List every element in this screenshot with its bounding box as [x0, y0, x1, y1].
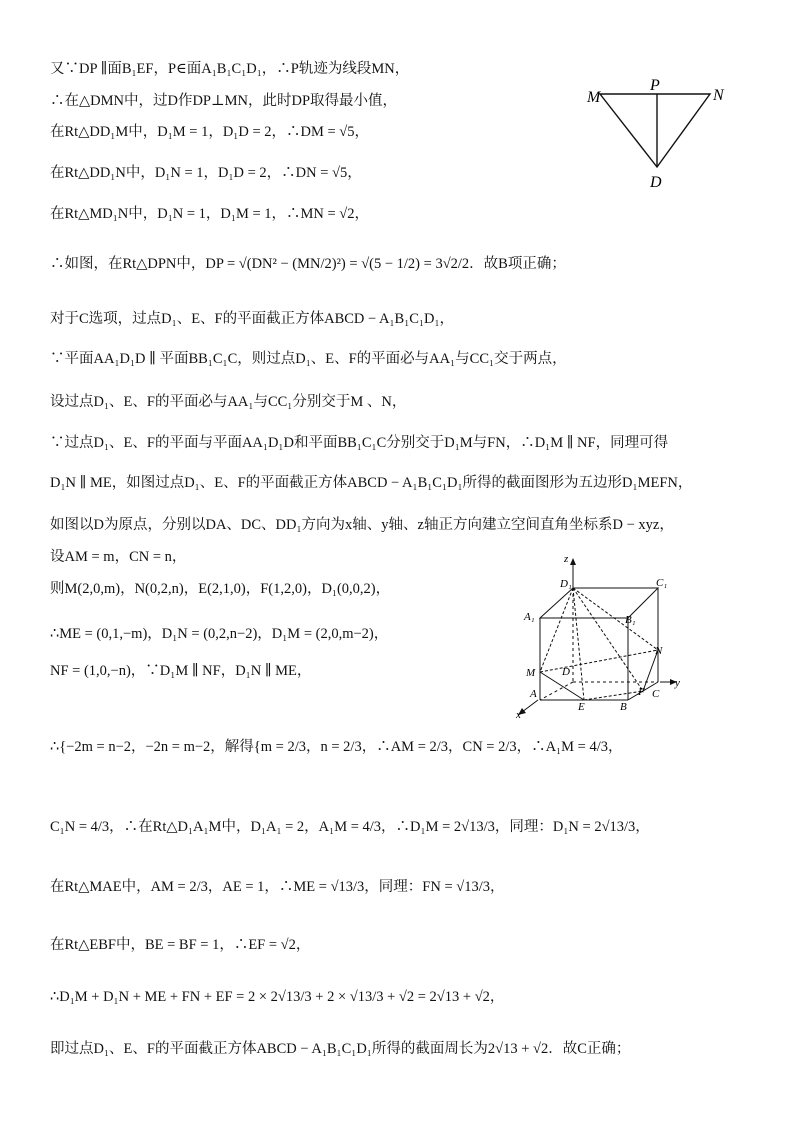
label-B1: B₁ — [625, 614, 636, 626]
label-C1: C₁ — [656, 577, 668, 589]
label-N: N — [655, 645, 663, 657]
text-line: 在Rt△MD₁N中，D₁N = 1，D₁M = 1，∴MN = √2， — [50, 206, 370, 222]
text-line: C₁N = 4/3，∴在Rt△D₁A₁M中，D₁A₁ = 2，A₁M = 4/3，∴D₁M = 2√13/3，同理：D₁N = 2√13/3， — [50, 819, 650, 835]
text-line: D₁N ∥ ME，如图过点D₁、E、F的平面截正方体ABCD − A₁B₁C₁D₁所得的截面图形为五边形D₁MEFN， — [50, 475, 693, 491]
text-line: 在Rt△EBF中，BE = BF = 1，∴EF = √2， — [50, 937, 311, 953]
text-line: 即过点D₁、E、F的平面截正方体ABCD − A₁B₁C₁D₁所得的截面周长为2√13 + √2．故C正确； — [50, 1041, 631, 1057]
label-y: y — [675, 677, 680, 689]
text-line: ∵平面AA₁D₁D ∥ 平面BB₁C₁C，则过点D₁、E、F的平面必与AA₁与CC₁交于两点， — [50, 351, 567, 367]
text-line: 对于C选项，过点D₁、E、F的平面截正方体ABCD − A₁B₁C₁D₁， — [50, 311, 455, 327]
label-F: F — [638, 686, 645, 698]
text-line: 设过点D₁、E、F的平面必与AA₁与CC₁分别交于M 、N， — [50, 394, 407, 410]
text-line: ∴ME = (0,1,−m)，D₁N = (0,2,n−2)，D₁M = (2,0,m−2)， — [50, 626, 389, 642]
label-N: N — [713, 87, 724, 104]
text-line: 在Rt△DD₁N中，D₁N = 1，D₁D = 2，∴DN = √5， — [50, 165, 362, 181]
cube-figure — [510, 550, 690, 720]
text-line: ∴D₁M + D₁N + ME + FN + EF = 2 × 2√13/3 + 2 × √13/3 + √2 = 2√13 + √2， — [50, 989, 505, 1005]
label-A1: A₁ — [524, 611, 535, 623]
text-line: ∴{−2m = n−2，−2n = m−2，解得{m = 2/3，n = 2/3，∴AM = 2/3，CN = 2/3，∴A₁M = 4/3， — [50, 739, 623, 755]
triangle-figure — [575, 72, 735, 197]
text-line: ∴在△DMN中，过D作DP⊥MN，此时DP取得最小值， — [50, 93, 398, 109]
label-M: M — [587, 89, 601, 106]
text-line: 设AM = m，CN = n， — [50, 549, 187, 565]
label-z: z — [564, 553, 569, 565]
label-E: E — [578, 701, 585, 713]
label-P: P — [650, 77, 660, 94]
text-line: 又∵DP ∥面B₁EF，P∈面A₁B₁C₁D₁，∴P轨迹为线段MN， — [50, 61, 410, 77]
label-D: D — [650, 174, 662, 191]
label-D: D — [562, 666, 570, 678]
text-line: 在Rt△DD₁M中，D₁M = 1，D₁D = 2，∴DM = √5， — [50, 124, 370, 140]
text-line: ∴如图，在Rt△DPN中，DP = √(DN² − (MN/2)²) = √(5 − 1/2) = 3√2/2．故B项正确； — [50, 256, 566, 272]
label-x: x — [516, 709, 521, 720]
text-line: NF = (1,0,−n)，∵D₁M ∥ NF，D₁N ∥ ME， — [50, 663, 312, 679]
text-line: 则M(2,0,m)，N(0,2,n)，E(2,1,0)，F(1,2,0)，D₁(0,0,2)， — [50, 581, 391, 597]
text-line: 如图以D为原点，分别以DA、DC、DD₁方向为x轴、y轴、z轴正方向建立空间直角坐标系D − xyz， — [50, 517, 674, 533]
label-D1: D₁ — [560, 578, 572, 590]
label-M: M — [526, 667, 536, 679]
label-B: B — [620, 701, 627, 713]
text-line: 在Rt△MAE中，AM = 2/3，AE = 1，∴ME = √13/3，同理：FN = √13/3， — [50, 879, 505, 895]
label-C: C — [652, 688, 660, 700]
text-line: ∵过点D₁、E、F的平面与平面AA₁D₁D和平面BB₁C₁C分别交于D₁M与FN，∴D₁M ∥ NF，同理可得 — [50, 435, 669, 451]
label-A: A — [530, 688, 537, 700]
